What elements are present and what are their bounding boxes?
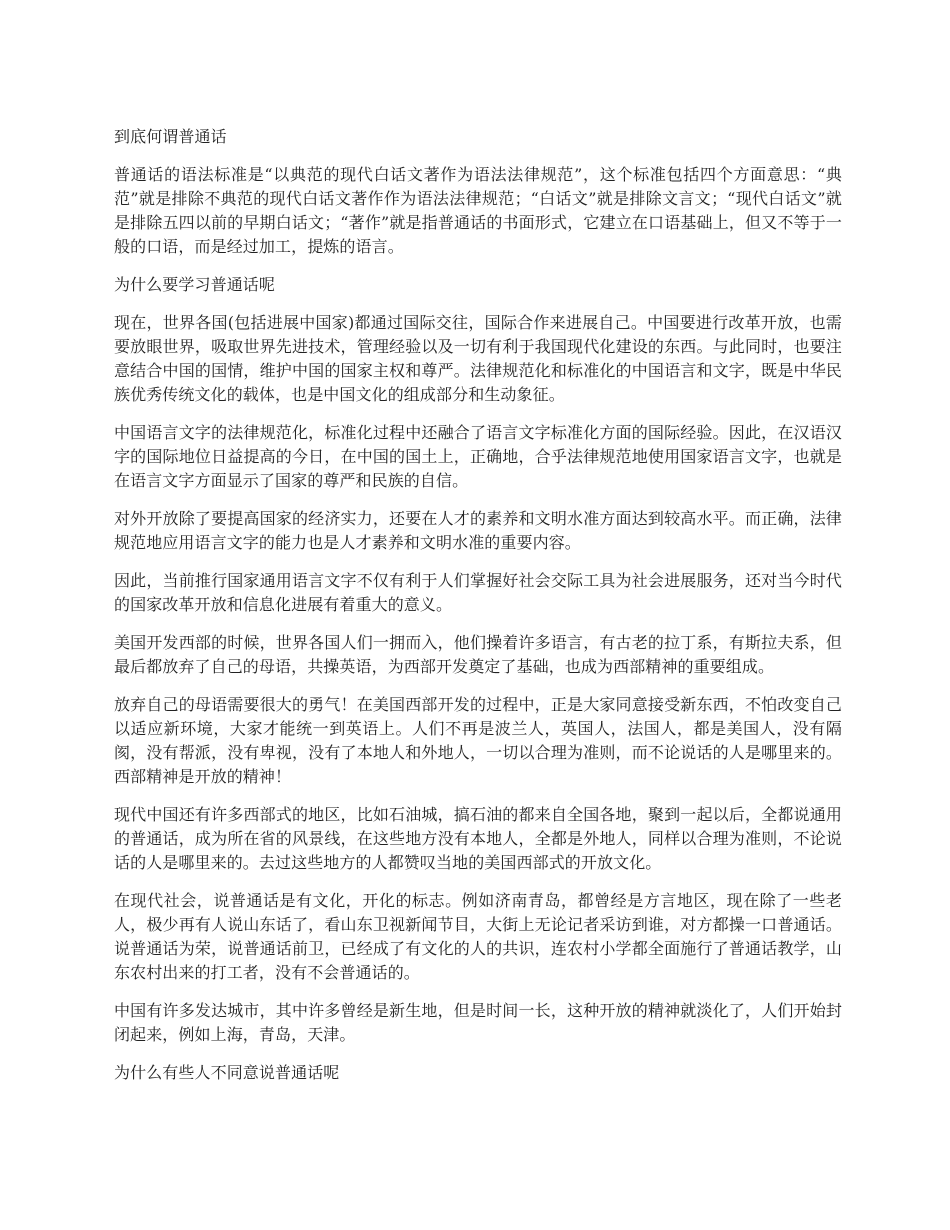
body-paragraph: 普通话的语法标准是“以典范的现代白话文著作为语法法律规范”，这个标准包括四个方面意思：“典范”就是排除不典范的现代白话文著作作为语法法律规范；“白话文”就是排除文言文；“现代白话文”就是排除五四以前的早期白话文；“著作”就是指普通话的书面形式，它建立在口语基础上，但又不等于一般的口语，而是经过加工，提炼的语言。	[114, 165, 842, 256]
section-heading: 到底何谓普通话	[114, 127, 227, 146]
body-paragraph: 现在，世界各国(包括进展中国家)都通过国际交往，国际合作来进展自己。中国要进行改革开放，也需要放眼世界，吸取世界先进技术，管理经验以及一切有利于我国现代化建设的东西。与此同时，也要注意结合中国的国情，维护中国的国家主权和尊严。法律规范化和标准化的中国语言和文字，既是中华民族优秀传统文化的载体，也是中国文化的组成部分和生动象征。	[114, 313, 842, 404]
document-body	[114, 125, 842, 1099]
body-paragraph: 现代中国还有许多西部式的地区，比如石油城，搞石油的都来自全国各地，聚到一起以后，全都说通用的普通话，成为所在省的风景线，在这些地方没有本地人，全都是外地人，同样以合理为准则，不论说话的人是哪里来的。去过这些地方的人都赞叹当地的美国西部式的开放文化。	[114, 805, 842, 872]
body-paragraph: 中国语言文字的法律规范化，标准化过程中还融合了语言文字标准化方面的国际经验。因此，在汉语汉字的国际地位日益提高的今日，在中国的国土上，正确地，合乎法律规范地使用国家语言文字，也就是在语言文字方面显示了国家的尊严和民族的自信。	[114, 423, 842, 490]
section-heading: 为什么有些人不同意说普通话呢	[114, 1063, 340, 1082]
body-paragraph: 对外开放除了要提高国家的经济实力，还要在人才的素养和文明水准方面达到较高水平。而正确，法律规范地应用语言文字的能力也是人才素养和文明水准的重要内容。	[114, 509, 842, 552]
body-paragraph: 中国有许多发达城市，其中许多曾经是新生地，但是时间一长，这种开放的精神就淡化了，人们开始封闭起来，例如上海，青岛，天津。	[114, 1001, 842, 1044]
body-paragraph: 因此，当前推行国家通用语言文字不仅有利于人们掌握好社会交际工具为社会进展服务，还对当今时代的国家改革开放和信息化进展有着重大的意义。	[114, 571, 842, 614]
section-heading: 为什么要学习普通话呢	[114, 275, 276, 294]
body-paragraph: 美国开发西部的时候，世界各国人们一拥而入，他们操着许多语言，有古老的拉丁系，有斯拉夫系，但最后都放弃了自己的母语，共操英语，为西部开发奠定了基础，也成为西部精神的重要组成。	[114, 633, 842, 676]
body-paragraph: 在现代社会，说普通话是有文化，开化的标志。例如济南青岛，都曾经是方言地区，现在除了一些老人，极少再有人说山东话了，看山东卫视新闻节目，大街上无论记者采访到谁，对方都操一口普通话。说普通话为荣，说普通话前卫，已经成了有文化的人的共识，连农村小学都全面施行了普通话教学，山东农村出来的打工者，没有不会普通话的。	[114, 891, 842, 982]
body-paragraph: 放弃自己的母语需要很大的勇气！在美国西部开发的过程中，正是大家同意接受新东西，不怕改变自己以适应新环境，大家才能统一到英语上。人们不再是波兰人，英国人，法国人，都是美国人，没有隔阂，没有帮派，没有卑视，没有了本地人和外地人，一切以合理为准则，而不论说话的人是哪里来的。西部精神是开放的精神！	[114, 695, 842, 786]
